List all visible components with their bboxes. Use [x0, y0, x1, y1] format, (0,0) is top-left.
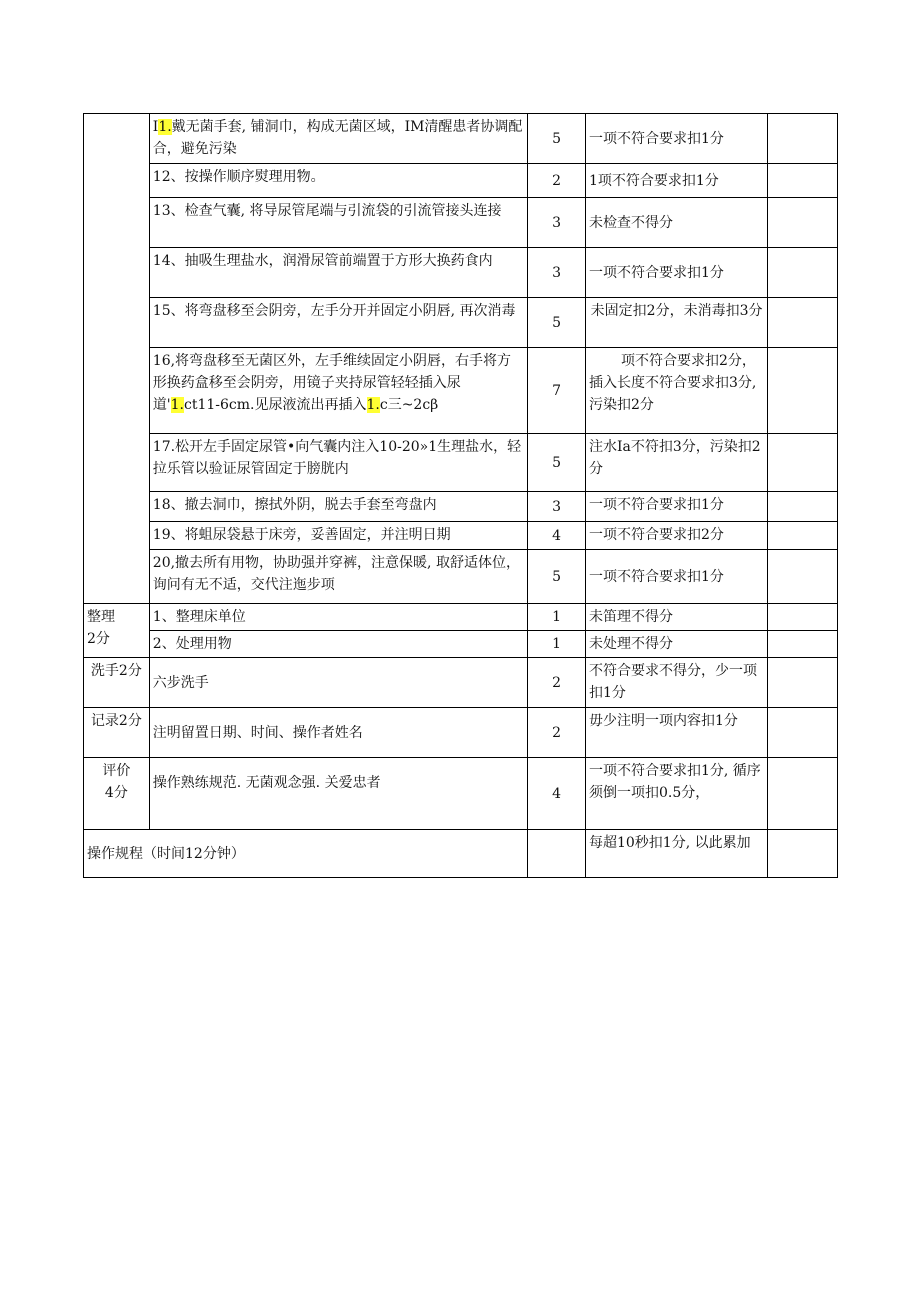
section-label-line: 4分 [104, 785, 128, 801]
points-cell: 1 [528, 631, 586, 658]
item-cell [149, 348, 528, 434]
rule-cell: 未处理不得分 [585, 631, 767, 658]
blank-cell [768, 830, 838, 878]
procedure-label: 操作规程（时间12分钟） [84, 830, 528, 878]
item-cell: 六步洗手 [149, 658, 528, 708]
item-cell: 15、将弯盘移至会阴旁，左手分开并固定小阴唇, 再次消毒 [149, 298, 528, 348]
item-cell: 19、将蛆尿袋悬于床旁，妥善固定，并注明日期 [149, 522, 528, 550]
blank-cell [768, 248, 838, 298]
section-label-line: 评价 [102, 763, 131, 779]
table-row [84, 348, 838, 434]
rule-cell: 注水Ia不符扣3分，污染扣2分 [585, 434, 767, 492]
section-cell-empty [84, 114, 150, 604]
points-cell: 2 [528, 164, 586, 198]
table-row [84, 114, 838, 164]
item-cell: 注明留置日期、时间、操作者姓名 [149, 708, 528, 758]
table-row [84, 298, 838, 348]
points-cell: 4 [528, 522, 586, 550]
blank-cell [768, 708, 838, 758]
item-cell: 13、检查气囊, 将导尿管尾端与引流袋的引流管接头连接 [149, 198, 528, 248]
item-cell: 12、按操作顺序熨理用物。 [149, 164, 528, 198]
highlighted-text: 1. [170, 397, 184, 413]
rule-cell: 不符合要求不得分，少一项扣1分 [585, 658, 767, 708]
points-cell: 5 [528, 550, 586, 604]
rule-cell: 一项不符合要求扣1分 [585, 114, 767, 164]
blank-cell [768, 604, 838, 631]
rule-cell: 每超10秒扣1分, 以此累加 [585, 830, 767, 878]
rule-cell: 项不符合要求扣2分，插入长度不符合要求扣3分, 污染扣2分 [585, 348, 767, 434]
section-label-eval [84, 758, 150, 830]
points-cell: 4 [528, 758, 586, 830]
rule-cell: 未检查不得分 [585, 198, 767, 248]
rule-cell: 未固定扣2分，未消毒扣3分 [585, 298, 767, 348]
table-row [84, 604, 838, 631]
table-row [84, 198, 838, 248]
blank-cell [768, 114, 838, 164]
points-cell: 3 [528, 492, 586, 522]
highlighted-text: 1. [366, 397, 380, 413]
blank-cell [768, 658, 838, 708]
blank-cell [768, 522, 838, 550]
blank-cell [768, 492, 838, 522]
rule-cell: 毋少注明一项内容扣1分 [585, 708, 767, 758]
points-cell: 5 [528, 298, 586, 348]
scoring-table [83, 113, 838, 878]
table-row [84, 522, 838, 550]
points-cell: 2 [528, 658, 586, 708]
item-cell: 1、整理床单位 [149, 604, 528, 631]
item-cell: 20,撤去所有用物，协助强并穿裤，注意保暖, 取舒适体位，询问有无不适，交代注迤步项 [149, 550, 528, 604]
points-cell: 3 [528, 198, 586, 248]
rule-cell: 一项不符合要求扣1分 [585, 492, 767, 522]
table-row [84, 550, 838, 604]
item-text: ct11-6cm.见尿液流出再插入 [184, 397, 367, 413]
item-cell: 18、撤去洞巾，擦拭外阴，脱去手套至弯盘内 [149, 492, 528, 522]
blank-cell [768, 198, 838, 248]
rule-cell: 一项不符合要求扣2分 [585, 522, 767, 550]
table-row [84, 164, 838, 198]
points-cell [528, 830, 586, 878]
table-row [84, 248, 838, 298]
blank-cell [768, 758, 838, 830]
blank-cell [768, 631, 838, 658]
highlighted-text: 1. [158, 119, 172, 135]
points-cell: 5 [528, 434, 586, 492]
rule-cell: 未笛理不得分 [585, 604, 767, 631]
section-label-record: 记录2分 [84, 708, 150, 758]
rule-cell: 一项不符合要求扣1分 [585, 248, 767, 298]
item-prefix: I [152, 119, 159, 135]
rule-cell: 一项不符合要求扣1分, 循序须倒一项扣0.5分， [585, 758, 767, 830]
item-cell: 操作熟练规范. 无菌观念强. 关爱忠者 [149, 758, 528, 830]
rule-cell: 1项不符合要求扣1分 [585, 164, 767, 198]
blank-cell [768, 550, 838, 604]
table-row [84, 708, 838, 758]
points-cell: 7 [528, 348, 586, 434]
section-label-line: 2分 [87, 631, 110, 647]
blank-cell [768, 348, 838, 434]
blank-cell [768, 164, 838, 198]
table-row [84, 434, 838, 492]
item-cell: 17.松开左手固定尿管•向气囊内注入10-20»1生理盐水，轻拉乐管以验证尿管固定于膀胱内 [149, 434, 528, 492]
table-row [84, 830, 838, 878]
table-row [84, 631, 838, 658]
points-cell: 2 [528, 708, 586, 758]
section-label-tidy [84, 604, 150, 658]
blank-cell [768, 434, 838, 492]
points-cell: 5 [528, 114, 586, 164]
points-cell: 3 [528, 248, 586, 298]
table-row [84, 492, 838, 522]
item-text: 16,将弯盘移至无菌区外，左手维续固定小阴唇，右手将方形换药盒移至会阴旁，用镜子夹持尿管轻轻插入尿道' [152, 353, 512, 413]
table-row [84, 658, 838, 708]
item-cell: 14、抽吸生理盐水，润滑尿管前端置于方形大换药食内 [149, 248, 528, 298]
item-text: c三~2cβ [379, 397, 439, 413]
section-label-wash: 洗手2分 [84, 658, 150, 708]
points-cell: 1 [528, 604, 586, 631]
blank-cell [768, 298, 838, 348]
table-row [84, 758, 838, 830]
item-cell: 2、处理用物 [149, 631, 528, 658]
item-text: 戴无菌手套, 铺洞巾，构成无菌区域，IM清醒患者协调配合，避免污染 [152, 119, 523, 157]
rule-cell: 一项不符合要求扣1分 [585, 550, 767, 604]
section-label-line: 整理 [87, 609, 115, 625]
item-cell [149, 114, 528, 164]
